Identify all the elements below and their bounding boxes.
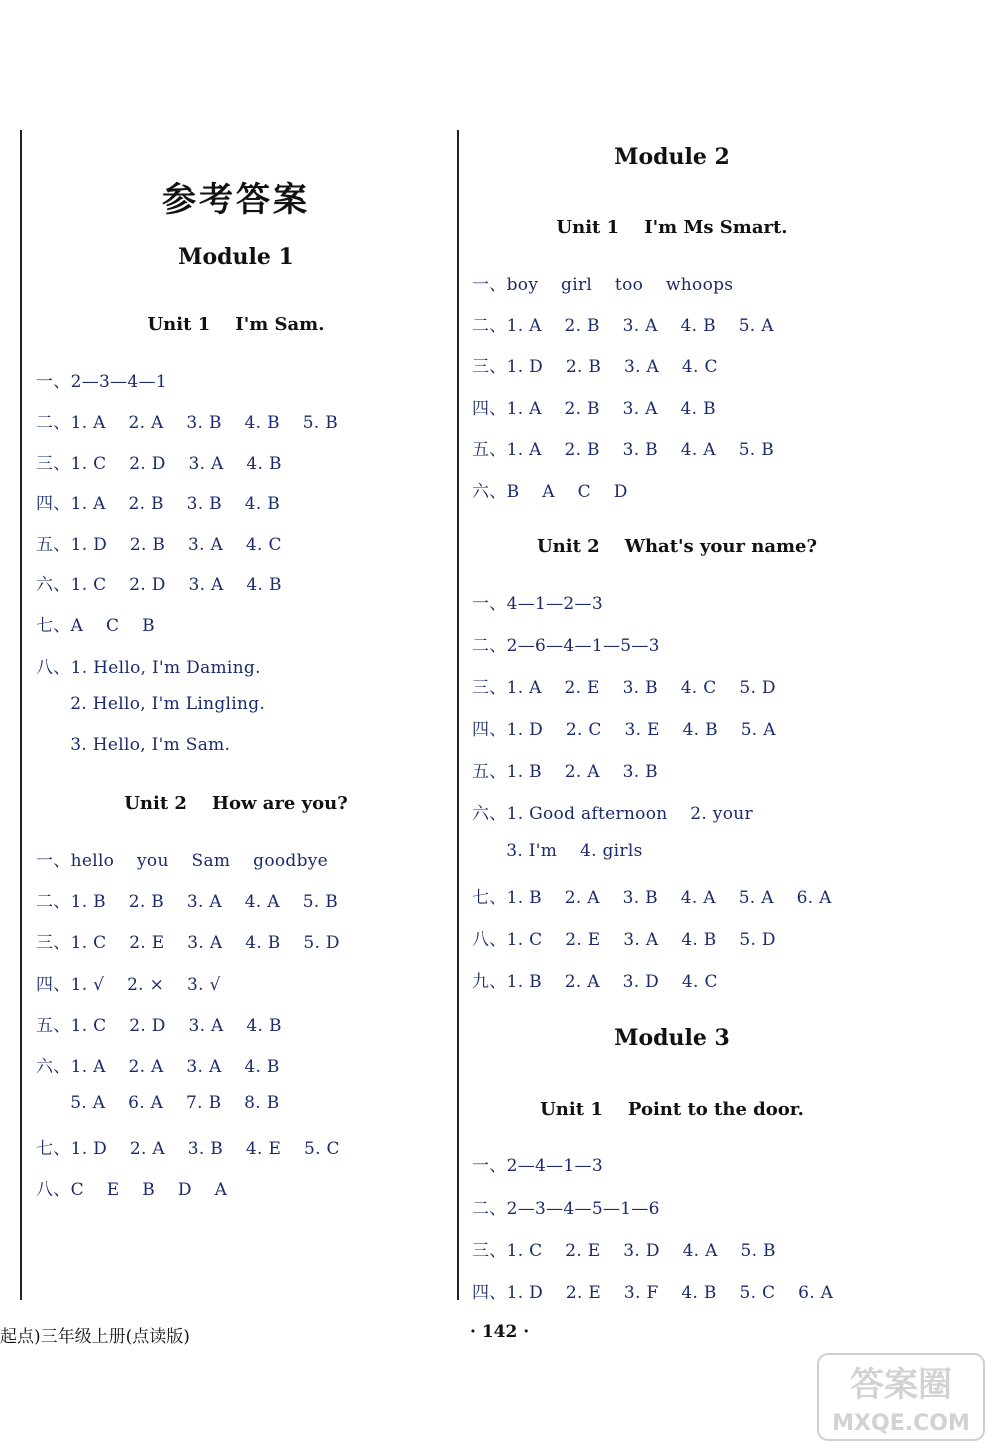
answer-line: 七、1. B 2. A 3. B 4. A 5. A 6. A xyxy=(472,888,832,908)
answer-line: 五、1. C 2. D 3. A 4. B xyxy=(36,1016,282,1036)
module-1-heading: Module 1 xyxy=(178,244,294,270)
answer-line: 一、2—4—1—3 xyxy=(472,1156,603,1176)
answer-line: 五、1. D 2. B 3. A 4. C xyxy=(36,535,282,555)
answer-line: 3. I'm 4. girls xyxy=(472,841,643,861)
module-2-heading: Module 2 xyxy=(614,144,730,170)
answer-line: 九、1. B 2. A 3. D 4. C xyxy=(472,972,718,992)
answer-line: 一、2—3—4—1 xyxy=(36,372,167,392)
module-3-heading: Module 3 xyxy=(614,1025,730,1051)
answer-line: 四、1. A 2. B 3. A 4. B xyxy=(472,399,716,419)
watermark-url: MXQE.COM xyxy=(832,1411,970,1436)
answer-line: 六、1. C 2. D 3. A 4. B xyxy=(36,575,282,595)
unit-2-heading: Unit 2 How are you? xyxy=(124,793,348,814)
answer-line: 七、1. D 2. A 3. B 4. E 5. C xyxy=(36,1139,340,1159)
answer-line: 3. Hello, I'm Sam. xyxy=(36,735,231,755)
column-divider-rule xyxy=(457,130,459,1300)
unit-1-heading: Unit 1 Point to the door. xyxy=(540,1099,804,1120)
answer-line: 一、boy girl too whoops xyxy=(472,275,734,295)
answer-line: 八、1. Hello, I'm Daming. xyxy=(36,658,261,678)
page-number: · 142 · xyxy=(470,1322,530,1342)
answer-line: 三、1. A 2. E 3. B 4. C 5. D xyxy=(472,678,776,698)
answer-line: 五、1. B 2. A 3. B xyxy=(472,762,658,782)
answer-line: 2. Hello, I'm Lingling. xyxy=(36,694,266,714)
answer-line: 一、hello you Sam goodbye xyxy=(36,851,329,871)
answer-line: 八、C E B D A xyxy=(36,1180,228,1200)
watermark-logo-text: 答案圈 xyxy=(850,1365,952,1405)
unit-1-heading: Unit 1 I'm Sam. xyxy=(147,314,325,335)
answer-line: 三、1. C 2. E 3. D 4. A 5. B xyxy=(472,1241,776,1261)
answer-line: 一、4—1—2—3 xyxy=(472,594,603,614)
answer-line: 七、A C B xyxy=(36,616,155,636)
watermark-logo xyxy=(816,1352,986,1442)
answer-line: 5. A 6. A 7. B 8. B xyxy=(36,1093,280,1113)
answer-line: 六、1. A 2. A 3. A 4. B xyxy=(36,1057,280,1077)
unit-1-heading: Unit 1 I'm Ms Smart. xyxy=(556,217,788,238)
answer-line: 四、1. A 2. B 3. B 4. B xyxy=(36,494,281,514)
answer-line: 二、2—3—4—5—1—6 xyxy=(472,1199,660,1219)
answer-line: 八、1. C 2. E 3. A 4. B 5. D xyxy=(472,930,776,950)
answer-line: 二、1. A 2. A 3. B 4. B 5. B xyxy=(36,413,339,433)
answer-line: 三、1. D 2. B 3. A 4. C xyxy=(472,357,718,377)
answer-line: 二、1. A 2. B 3. A 4. B 5. A xyxy=(472,316,774,336)
answer-line: 四、1. D 2. C 3. E 4. B 5. A xyxy=(472,720,776,740)
answer-line: 二、1. B 2. B 3. A 4. A 5. B xyxy=(36,892,339,912)
page-title: 参考答案 xyxy=(162,180,310,220)
unit-2-heading: Unit 2 What's your name? xyxy=(536,536,818,557)
answer-line: 六、1. Good afternoon 2. your xyxy=(472,804,753,824)
answer-line: 三、1. C 2. D 3. A 4. B xyxy=(36,454,282,474)
answer-line: 四、1. √ 2. × 3. √ xyxy=(36,975,221,995)
answer-line: 四、1. D 2. E 3. F 4. B 5. C 6. A xyxy=(472,1283,834,1303)
answer-line: 五、1. A 2. B 3. B 4. A 5. B xyxy=(472,440,775,460)
footer-book-title: 起点)三年级上册(点读版) xyxy=(0,1327,190,1347)
answer-line: 三、1. C 2. E 3. A 4. B 5. D xyxy=(36,933,340,953)
left-margin-rule xyxy=(20,130,22,1300)
answer-line: 六、B A C D xyxy=(472,482,628,502)
answer-line: 二、2—6—4—1—5—3 xyxy=(472,636,660,656)
